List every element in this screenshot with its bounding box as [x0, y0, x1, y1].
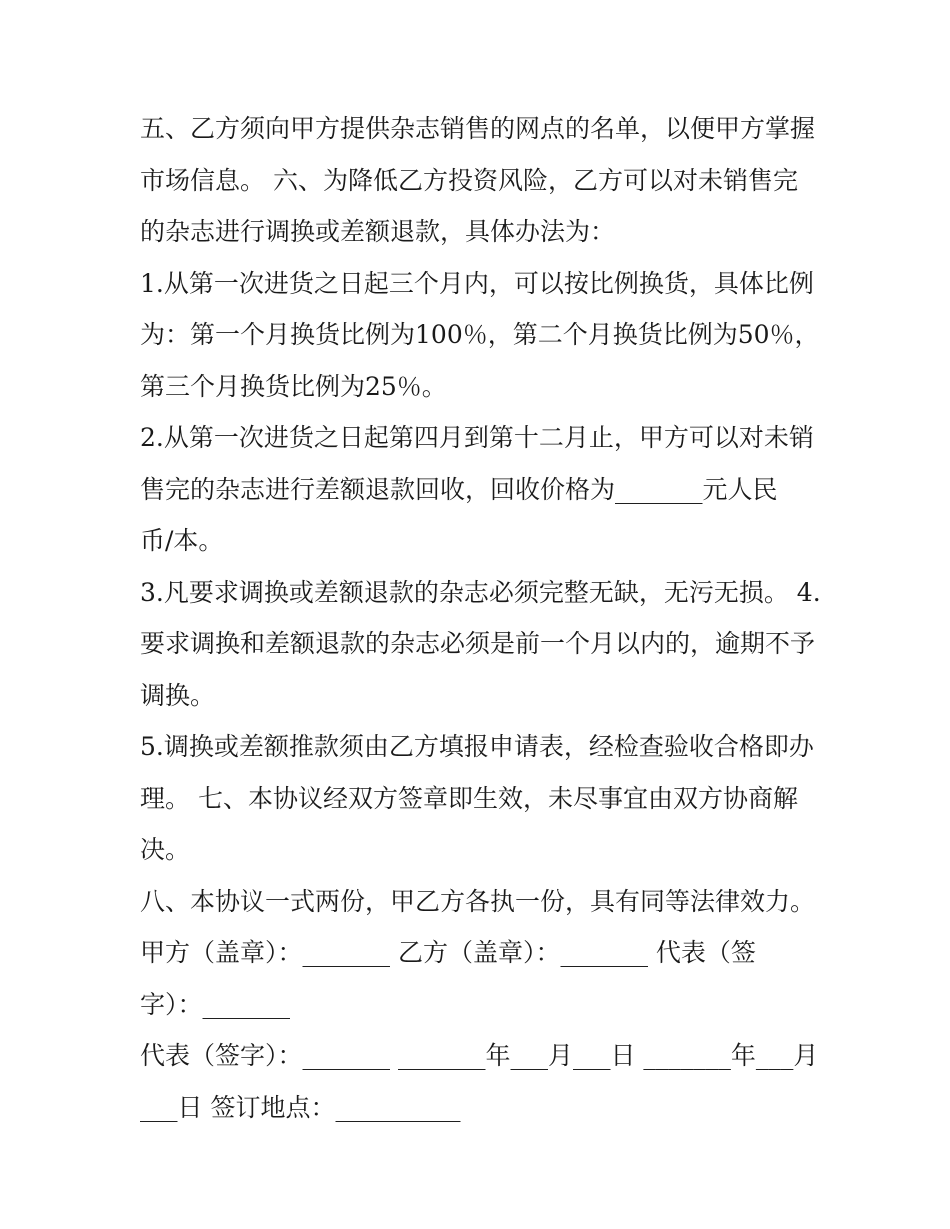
text-line: 第三个月换货比例为25％。 [140, 371, 447, 401]
paragraph-clause-8 [140, 876, 820, 928]
text-line: 1.从第一次进货之日起三个月内，可以按比例换货，具体比例 [140, 268, 814, 298]
text-line: ___日 签订地点：__________ [140, 1092, 461, 1122]
text-line: 售完的杂志进行差额退款回收，回收价格为_______元人民 [140, 474, 778, 504]
text-line: 3.凡要求调换或差额退款的杂志必须完整无缺，无污无损。 4. [140, 577, 821, 607]
document-body [140, 103, 820, 1133]
text-line: 调换。 [140, 680, 216, 710]
text-line: 代表（签字）：_______ _______年___月___日 _______年___月 [140, 1041, 819, 1070]
text-line: 币/本。 [140, 526, 224, 555]
text-line: 字）：_______ [140, 989, 291, 1019]
text-line: 八、本协议一式两份，甲乙方各执一份，具有同等法律效力。 [140, 886, 816, 916]
text-line: 决。 [140, 835, 191, 864]
text-line: 2.从第一次进货之日起第四月到第十二月止，甲方可以对未销 [140, 423, 814, 452]
paragraph-item-3-4 [140, 567, 820, 722]
text-line: 5.调换或差额推款须由乙方填报申请表，经检查验收合格即办 [140, 732, 814, 761]
signature-date-place [140, 1030, 820, 1133]
paragraph-item-2 [140, 412, 820, 567]
paragraph-clause-5 [140, 103, 820, 258]
text-line: 甲方（盖章）：_______ 乙方（盖章）：_______ 代表（签 [140, 938, 756, 967]
text-line: 市场信息。 六、为降低乙方投资风险，乙方可以对未销售完 [140, 165, 798, 195]
text-line: 理。 七、本协议经双方签章即生效，未尽事宜由双方协商解 [140, 783, 798, 813]
signature-parties [140, 927, 820, 1030]
text-line: 要求调换和差额退款的杂志必须是前一个月以内的，逾期不予 [140, 629, 816, 658]
paragraph-item-5-clause-7 [140, 721, 820, 876]
text-line: 的杂志进行调换或差额退款，具体办法为： [140, 217, 616, 246]
text-line: 五、乙方须向甲方提供杂志销售的网点的名单，以便甲方掌握 [140, 114, 816, 143]
paragraph-item-1 [140, 258, 820, 413]
text-line: 为：第一个月换货比例为100％，第二个月换货比例为50％， [140, 320, 820, 349]
